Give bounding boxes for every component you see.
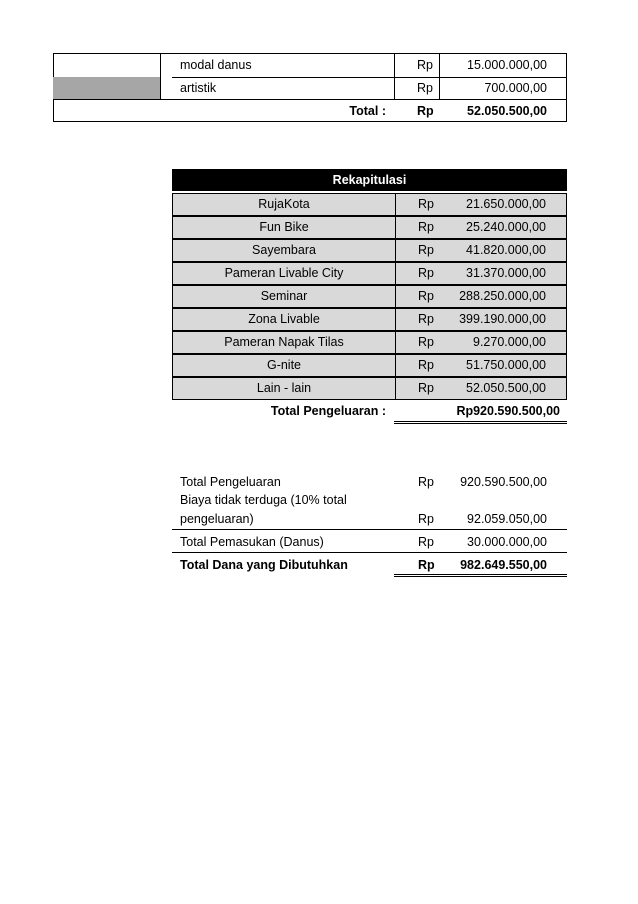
rekap-item-currency: Rp bbox=[418, 289, 434, 303]
summary-label-line1: Biaya tidak terduga (10% total bbox=[180, 493, 347, 507]
rekap-total bbox=[172, 400, 567, 422]
cell-divider bbox=[395, 309, 396, 330]
rekap-item-amount: 288.250.000,00 bbox=[459, 289, 546, 303]
summary-currency: Rp bbox=[418, 558, 435, 572]
row-currency: Rp bbox=[417, 58, 433, 72]
summary-label: Total Pengeluaran bbox=[180, 475, 281, 489]
rekap-item-name: Pameran Napak Tilas bbox=[224, 335, 344, 349]
cell-divider bbox=[395, 355, 396, 376]
summary-row-biaya-tidak-terduga bbox=[172, 491, 567, 527]
top-table-divider bbox=[160, 53, 161, 99]
row-currency: Rp bbox=[417, 81, 433, 95]
rekap-title: Rekapitulasi bbox=[172, 169, 567, 191]
cell-divider bbox=[395, 378, 396, 399]
rekap-total-label: Total Pengeluaran : bbox=[270, 404, 386, 418]
row-label: artistik bbox=[180, 81, 217, 95]
cell-divider bbox=[395, 240, 396, 261]
rekap-item-currency: Rp bbox=[418, 312, 434, 326]
rekap-row bbox=[172, 285, 567, 308]
summary-rule bbox=[172, 552, 567, 553]
rekap-item-amount: 9.270.000,00 bbox=[473, 335, 546, 349]
rekap-item-currency: Rp bbox=[418, 381, 434, 395]
summary-amount: 92.059.050,00 bbox=[467, 512, 547, 526]
rekap-row bbox=[172, 239, 567, 262]
rekap-row bbox=[172, 262, 567, 285]
rekap-total-amount: Rp920.590.500,00 bbox=[456, 404, 560, 418]
table-row bbox=[172, 54, 567, 76]
rekap-row bbox=[172, 216, 567, 239]
summary-currency: Rp bbox=[418, 535, 434, 549]
rekap-item-name: Seminar bbox=[260, 289, 308, 303]
summary-label-line2: pengeluaran) bbox=[180, 512, 254, 526]
row-amount: 700.000,00 bbox=[484, 81, 547, 95]
total-label: Total : bbox=[349, 104, 386, 118]
rekap-item-name: G-nite bbox=[266, 358, 302, 372]
cell-divider bbox=[395, 217, 396, 238]
rekap-item-currency: Rp bbox=[418, 243, 434, 257]
summary-currency: Rp bbox=[418, 512, 434, 526]
summary-label: Total Pemasukan (Danus) bbox=[180, 535, 324, 549]
rekap-row bbox=[172, 377, 567, 400]
rekap-row bbox=[172, 331, 567, 354]
cell-divider bbox=[395, 286, 396, 307]
rekap-item-amount: 31.370.000,00 bbox=[466, 266, 546, 280]
cell-divider bbox=[395, 263, 396, 284]
top-table-total bbox=[172, 100, 567, 122]
rekap-item-currency: Rp bbox=[418, 220, 434, 234]
double-underline bbox=[394, 574, 567, 577]
row-label: modal danus bbox=[180, 58, 252, 72]
cell-divider bbox=[395, 332, 396, 353]
rekap-item-amount: 21.650.000,00 bbox=[466, 197, 546, 211]
double-underline bbox=[394, 421, 567, 424]
rekap-item-name: RujaKota bbox=[258, 197, 310, 211]
rekap-item-amount: 41.820.000,00 bbox=[466, 243, 546, 257]
rekap-item-currency: Rp bbox=[418, 358, 434, 372]
rekap-item-currency: Rp bbox=[418, 335, 434, 349]
table-row bbox=[172, 77, 567, 99]
rekap-item-name: Pameran Livable City bbox=[224, 266, 344, 280]
summary-amount: 982.649.550,00 bbox=[460, 558, 547, 572]
row-amount: 15.000.000,00 bbox=[467, 58, 547, 72]
summary-amount: 30.000.000,00 bbox=[467, 535, 547, 549]
rekap-row bbox=[172, 354, 567, 377]
rekap-item-currency: Rp bbox=[418, 266, 434, 280]
top-table-grey-cell bbox=[53, 77, 160, 99]
rekap-item-amount: 51.750.000,00 bbox=[466, 358, 546, 372]
rekap-row bbox=[172, 193, 567, 216]
summary-label: Total Dana yang Dibutuhkan bbox=[180, 558, 348, 572]
summary-rule bbox=[172, 529, 567, 530]
rekap-item-amount: 52.050.500,00 bbox=[466, 381, 546, 395]
rekap-item-name: Lain - lain bbox=[256, 381, 312, 395]
summary-amount: 920.590.500,00 bbox=[460, 475, 547, 489]
cell-divider bbox=[395, 194, 396, 215]
rekap-item-name: Zona Livable bbox=[248, 312, 320, 326]
rekap-row bbox=[172, 308, 567, 331]
rekap-item-amount: 399.190.000,00 bbox=[459, 312, 546, 326]
total-currency: Rp bbox=[417, 104, 434, 118]
rekap-item-name: Sayembara bbox=[252, 243, 316, 257]
rekap-item-currency: Rp bbox=[418, 197, 434, 211]
rekap-item-name: Fun Bike bbox=[259, 220, 309, 234]
summary-currency: Rp bbox=[418, 475, 434, 489]
rekap-item-amount: 25.240.000,00 bbox=[466, 220, 546, 234]
total-amount: 52.050.500,00 bbox=[467, 104, 547, 118]
